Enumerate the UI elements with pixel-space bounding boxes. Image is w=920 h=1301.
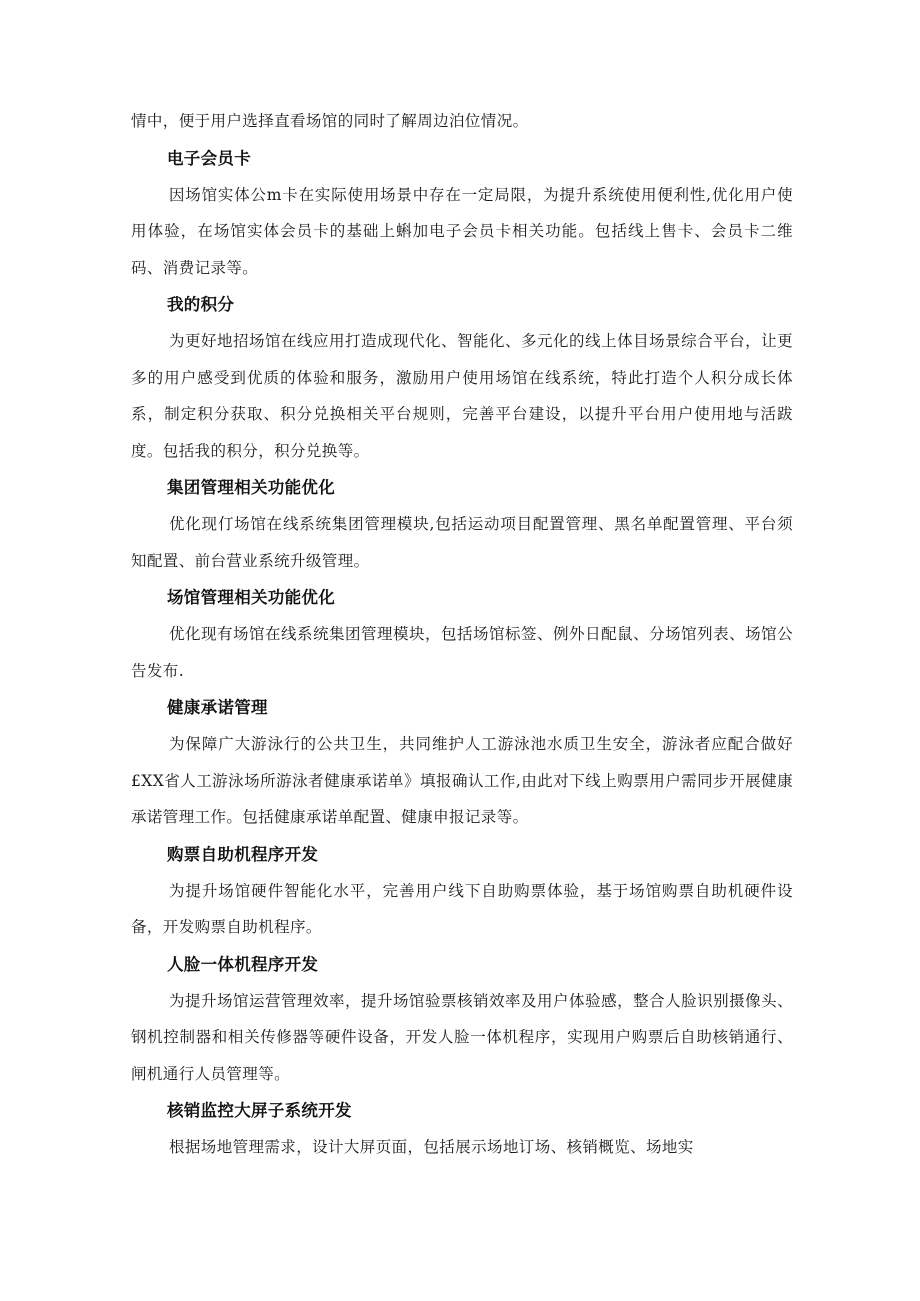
section-heading-health-commitment: 健康承诺管理 <box>167 698 268 717</box>
section-body-face-terminal: 为提升场馆运营管理效率，提升场馆验票核销效率及用户体验感，整合人脸识别摄像头、钢机控制器和相关传修器等硬件设备，开发人脸一体机程序，实现用户购票后自助核销通行、闸机通行人员管理等。 <box>131 991 793 1083</box>
section-body-venue-management: 优化现有场馆在线系统集团管理模块，包括场馆标签、例外日配鼠、分场馆列表、场馆公告发布. <box>131 625 793 680</box>
section-heading-e-membership-card: 电子会员卡 <box>167 148 251 168</box>
intro-paragraph: 情中，便于用户选择直看场馆的同时了解周边泊位情况。 <box>131 112 529 130</box>
section-heading-my-points: 我的积分 <box>167 295 235 314</box>
section-body-ticket-kiosk: 为提升场馆硬件智能化水平，完善用户线下自助购票体验，基于场馆购票自助机硬件设备，开发购票自助机程序。 <box>131 881 793 936</box>
section-body-health-commitment: 为保障广大游泳行的公共卫生，共同维护人工游泳池水质卫生安全，游泳者应配合做好£XX省人工游泳场所游泳者健康承诺单》填报确认工作,由此对下线上购票用户需同步开展健康承诺管理工作。包括健康承诺单配置、健康申报记录等。 <box>131 735 793 826</box>
section-heading-ticket-kiosk: 购票自助机程序开发 <box>167 844 319 864</box>
section-body-monitor-screen: 根据场地管理需求，设计大屏页面，包括展示场地订场、核销概览、场地实 <box>169 1138 694 1156</box>
section-body-group-management: 优化现仃场馆在线系统集团管理模块,包括运动项目配置管理、黑名单配置管理、平台须知配置、前台营业系统升级管理。 <box>131 515 793 570</box>
section-body-my-points: 为更好地招场馆在线应用打造成现代化、智能化、多元化的线上体目场景综合平台，让更多的用户感受到优质的体验和服务，激励用户使用场馆在线系统，特此打造个人积分成长体系，制定积分获取、积分兑换相关平台规则，完善平台建设，以提升平台用户使用地与活跋度。包括我的积分，积分兑换等。 <box>131 332 793 460</box>
section-heading-monitor-screen: 核销监控大屏子系统开发 <box>167 1101 352 1120</box>
document-body <box>131 103 793 1166</box>
section-heading-face-terminal: 人脸一体机程序开发 <box>167 954 319 974</box>
section-heading-venue-management: 场馆管理相关功能优化 <box>167 588 335 607</box>
section-body-e-membership-card: 因场馆实体公m卡在实际使用场景中存在一定局限，为提升系统使用便利性,优化用户使用体验，在场馆实体会员卡的基础上蝌加电子会员卡相关功能。包括线上售卡、会员卡二维码、消费记录等。 <box>131 185 793 277</box>
section-heading-group-management: 集团管理相关功能优化 <box>167 478 335 497</box>
